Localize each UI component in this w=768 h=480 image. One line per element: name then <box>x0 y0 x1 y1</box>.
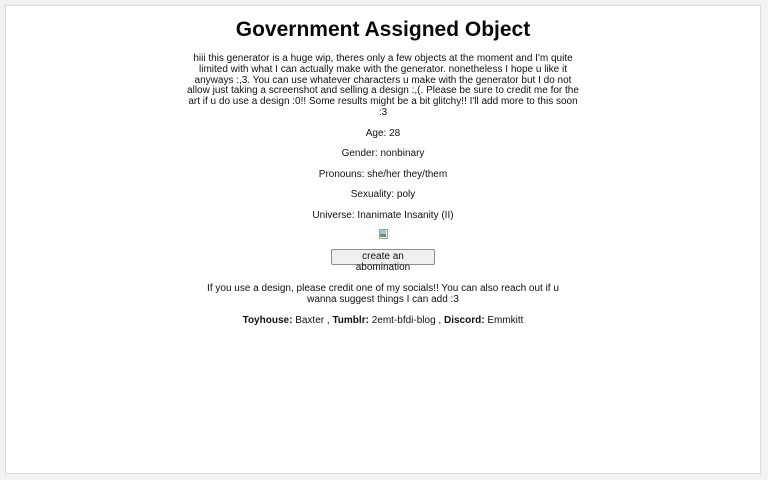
social-label-toyhouse: Toyhouse: <box>242 315 293 327</box>
result-pronouns: Pronouns: she/her they/them <box>318 168 448 180</box>
social-value-discord: Emmkitt <box>487 315 524 327</box>
result-age: Age: 28 <box>365 127 401 139</box>
generator-panel <box>5 5 761 474</box>
page-title: Government Assigned Object <box>235 18 531 41</box>
credit-note: If you use a design, please credit one of my socials!! You can also reach out if u wanna suggest things I can add :3 <box>207 282 559 305</box>
broken-image-icon <box>378 229 388 239</box>
result-universe: Universe: Inanimate Insanity (II) <box>312 209 454 221</box>
result-image-container <box>6 229 760 241</box>
separator: , <box>324 315 333 327</box>
social-value-toyhouse: Baxter <box>295 315 325 327</box>
create-abomination-button[interactable]: create an abomination <box>331 249 435 265</box>
socials-line <box>6 315 760 327</box>
result-gender: Gender: nonbinary <box>341 148 425 160</box>
intro-text: hiii this generator is a huge wip, theres only a few objects at the moment and I'm quite limited with what I can actually make with the generator. nonetheless I hope u like it anyways :,3. You can use whatever characters u make with the generator but I do not allow just taking a screenshot and selling a design :,(. Please be sure to credit me for the art if u do use a design :0!! Some results might be a bit glitchy!! I'll add more to this soon :3 <box>187 53 579 118</box>
result-sexuality: Sexuality: poly <box>350 189 416 201</box>
social-label-tumblr: Tumblr: <box>332 315 369 327</box>
separator: , <box>435 315 444 327</box>
social-value-tumblr: 2emt-bfdi-blog <box>371 315 436 327</box>
social-label-discord: Discord: <box>443 315 485 327</box>
